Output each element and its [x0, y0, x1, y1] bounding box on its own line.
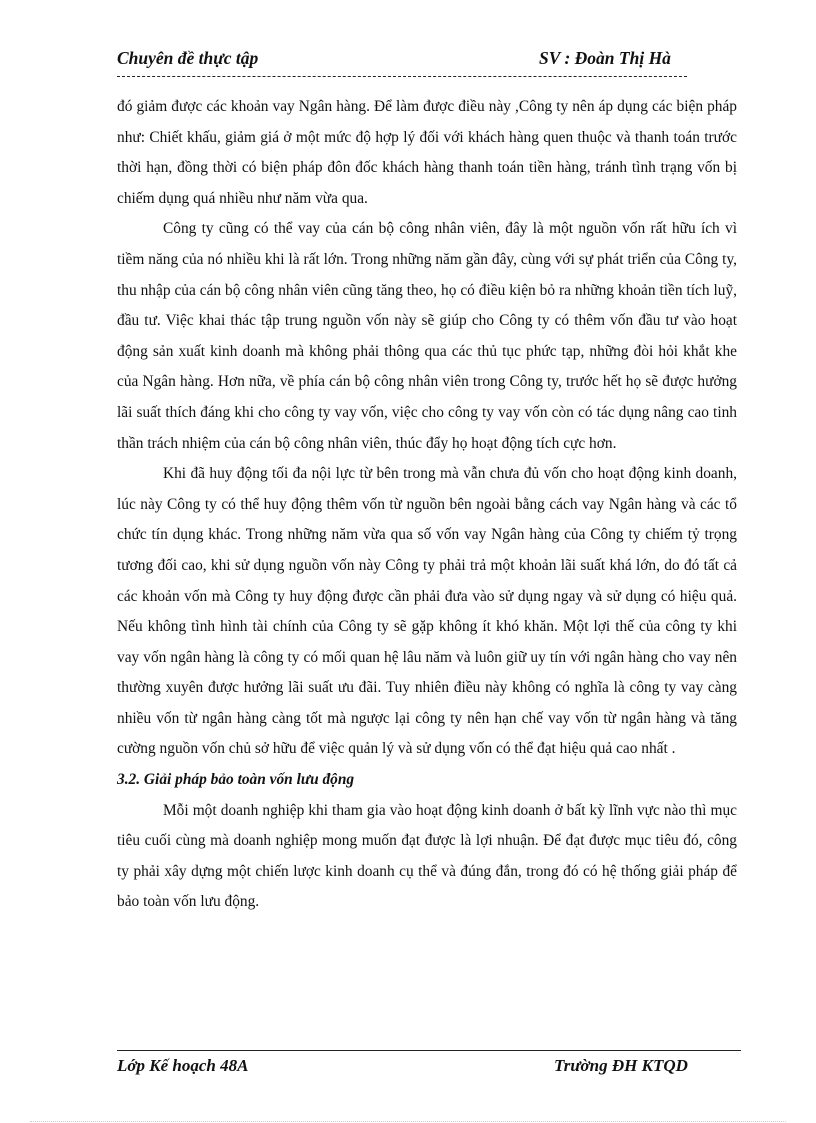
footer-university-name: Trường ĐH KTQD: [554, 1056, 688, 1075]
page-header: [117, 48, 707, 72]
page-footer: [117, 1056, 737, 1080]
document-body: [117, 92, 737, 918]
paragraph-section-intro: Mỗi một doanh nghiệp khi tham gia vào hoạt động kinh doanh ở bất kỳ lĩnh vực nào thì mục tiêu cuối cùng mà doanh nghiệp mong muốn đạt được là lợi nhuận. Để đạt được mục tiêu đó, công ty phải xây dựng một chiến lược kinh doanh cụ thể và đúng đắn, trong đó có hệ thống giải pháp để bảo toàn vốn lưu động.: [117, 801, 737, 911]
page-bottom-edge: [30, 1121, 786, 1122]
header-student-name: SV : Đoàn Thị Hà: [539, 48, 671, 68]
header-divider: [117, 76, 687, 77]
paragraph-bank-loans: Khi đã huy động tối đa nội lực từ bên trong mà vẫn chưa đủ vốn cho hoạt động kinh doanh, lúc này Công ty có thể huy động thêm vốn từ nguồn bên ngoài bằng cách vay Ngân hàng và các tổ chức tín dụng khác. Trong những năm vừa qua số vốn vay Ngân hàng của Công ty chiếm tỷ trọng tương đối cao, khi sử dụng nguồn vốn này Công ty phải trả một khoản lãi suất khá lớn, do đó tất cả các khoản vốn mà Công ty huy động được cần phải đưa vào sử dụng ngay và sử dụng có hiệu quả. Nếu không tình hình tài chính của Công ty sẽ gặp không ít khó khăn. Một lợi thế của công ty khi vay vốn ngân hàng là công ty có mối quan hệ lâu năm và luôn giữ uy tín với ngân hàng cho vay nên thường xuyên được hưởng lãi suất ưu đãi. Tuy nhiên điều này không có nghĩa là công ty vay càng nhiều vốn từ ngân hàng càng tốt mà ngược lại công ty nên hạn chế vay vốn từ ngân hàng và tăng cường nguồn vốn chủ sở hữu để việc quản lý và sử dụng vốn có thể đạt hiệu quả cao nhất .: [117, 465, 737, 758]
section-heading: 3.2. Giải pháp bảo toàn vốn lưu động: [117, 771, 355, 789]
paragraph-continued: đó giảm được các khoản vay Ngân hàng. Để làm được điều này ,Công ty nên áp dụng các biện pháp như: Chiết khấu, giảm giá ở một mức độ hợp lý đối với khách hàng quen thuộc và thanh toán trước thời hạn, đồng thời có biện pháp đôn đốc khách hàng thanh toán tiền hàng, tránh tình trạng vốn bị chiếm dụng quá nhiều như năm vừa qua.: [117, 98, 737, 207]
footer-class-name: Lớp Kế hoạch 48A: [117, 1056, 249, 1075]
footer-divider: [117, 1050, 741, 1051]
header-document-title: Chuyên đề thực tập: [117, 48, 259, 68]
paragraph-employee-loans: Công ty cũng có thể vay của cán bộ công nhân viên, đây là một nguồn vốn rất hữu ích vì tiềm năng của nó nhiều khi là rất lớn. Trong những năm gần đây, cùng với sự phát triển của Công ty, thu nhập của cán bộ công nhân viên cũng tăng theo, họ có điều kiện bỏ ra những khoản tiền tích luỹ, đầu tư. Việc khai thác tập trung nguồn vốn này sẽ giúp cho Công ty có thêm vốn đầu tư vào hoạt động sản xuất kinh doanh mà không phải thông qua các thủ tục phức tạp, những đòi hỏi khắt khe của Ngân hàng. Hơn nữa, về phía cán bộ công nhân viên trong Công ty, trước hết họ sẽ được hưởng lãi suất thích đáng khi cho công ty vay vốn, việc cho công ty vay vốn còn có tác dụng nâng cao tinh thần trách nhiệm của cán bộ công nhân viên, thúc đẩy họ hoạt động tích cực hơn.: [117, 220, 737, 452]
